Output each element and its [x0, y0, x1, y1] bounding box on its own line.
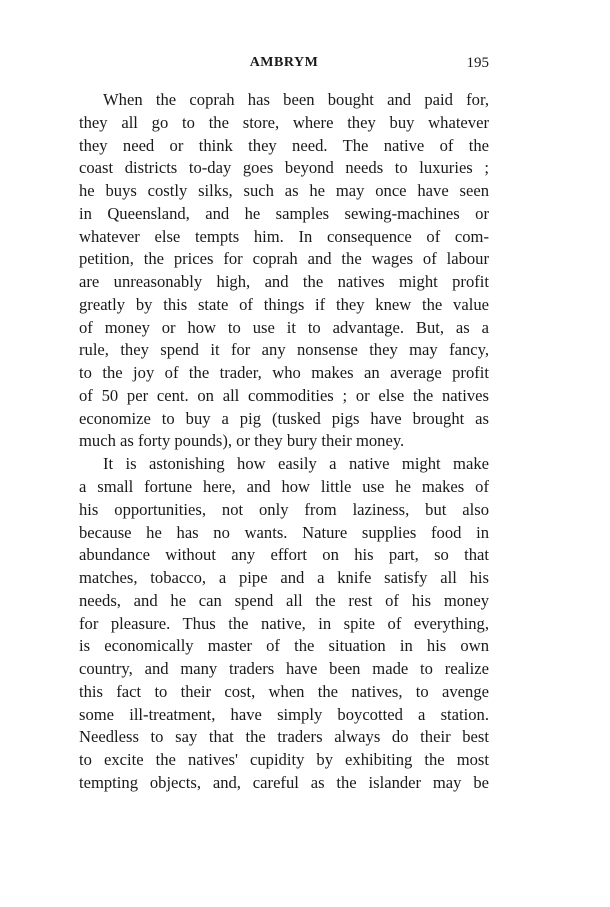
text-line-content: he buys costly silks, such as he may once have seen	[79, 181, 489, 201]
text-line-content: for pleasure. Thus the native, in spite of everything,	[79, 613, 489, 633]
text-line	[79, 567, 489, 590]
text-line	[79, 613, 489, 636]
text-line-content: rule, they spend it for any nonsense they may fancy,	[79, 340, 489, 360]
text-line	[79, 590, 489, 613]
text-line	[79, 681, 489, 704]
text-line-content: tempting objects, and, careful as the islander may be	[79, 772, 489, 792]
body-text	[79, 89, 489, 795]
text-line	[79, 89, 489, 112]
text-line-content: whatever else tempts him. In consequence of com-	[79, 226, 489, 246]
text-line	[79, 453, 489, 476]
text-line	[79, 112, 489, 135]
text-line-content: are unreasonably high, and the natives might profit	[79, 272, 489, 292]
text-line-content: When the coprah has been bought and paid for,	[103, 90, 489, 109]
text-line	[79, 157, 489, 180]
text-line	[79, 339, 489, 362]
text-line	[79, 749, 489, 772]
text-line	[79, 180, 489, 203]
text-line	[79, 499, 489, 522]
text-line	[79, 317, 489, 340]
text-line	[79, 135, 489, 158]
page-number: 195	[466, 55, 489, 71]
running-header-title: AMBRYM	[249, 55, 319, 70]
text-line	[79, 704, 489, 727]
text-line	[79, 726, 489, 749]
text-line-content: to excite the natives' cupidity by exhibiting the most	[79, 750, 489, 770]
text-line-content: some ill-treatment, have simply boycotted a station.	[79, 704, 489, 724]
text-line	[79, 271, 489, 294]
text-line	[79, 544, 489, 567]
text-line	[79, 772, 489, 795]
text-line	[79, 385, 489, 408]
text-line-content: It is astonishing how easily a native might make	[103, 454, 489, 474]
text-line	[79, 203, 489, 226]
text-line-content: matches, tobacco, a pipe and a knife satisfy all his	[79, 568, 489, 588]
text-line	[79, 658, 489, 681]
text-line-content: country, and many traders have been made to realize	[79, 659, 489, 679]
text-line-content: to the joy of the trader, who makes an average profit	[79, 363, 489, 383]
text-line-content: much as forty pounds), or they bury their money.	[79, 431, 405, 451]
text-line	[79, 522, 489, 545]
text-line-content: this fact to their cost, when the natives, to avenge	[79, 681, 489, 701]
text-line	[79, 226, 489, 249]
text-line-content: because he has no wants. Nature supplies food in	[79, 522, 489, 542]
text-line	[79, 248, 489, 271]
text-line-content: abundance without any effort on his part, so that	[79, 545, 489, 565]
text-line-content: of money or how to use it to advantage. But, as a	[79, 317, 489, 337]
text-line	[79, 476, 489, 499]
text-line-content: is economically master of the situation in his own	[79, 636, 489, 656]
text-line-content: Needless to say that the traders always do their best	[79, 727, 489, 747]
text-line	[79, 635, 489, 658]
text-line	[79, 430, 489, 453]
text-line-content: his opportunities, not only from laziness, but also	[79, 499, 489, 519]
text-line	[79, 294, 489, 317]
text-line-content: economize to buy a pig (tusked pigs have brought as	[79, 408, 489, 428]
text-line-content: needs, and he can spend all the rest of his money	[79, 590, 489, 610]
text-line-content: in Queensland, and he samples sewing-machines or	[79, 203, 489, 223]
text-line-content: petition, the prices for coprah and the wages of labour	[79, 249, 489, 269]
text-line-content: they all go to the store, where they buy whatever	[79, 112, 489, 132]
text-line-content: coast districts to-day goes beyond needs to luxuries ;	[79, 158, 489, 178]
text-line-content: they need or think they need. The native of the	[79, 135, 489, 155]
text-line-content: a small fortune here, and how little use he makes of	[79, 477, 489, 497]
text-line-content: of 50 per cent. on all commodities ; or else the natives	[79, 385, 489, 405]
text-line	[79, 408, 489, 431]
text-line-content: greatly by this state of things if they knew the value	[79, 294, 489, 314]
text-line	[79, 362, 489, 385]
